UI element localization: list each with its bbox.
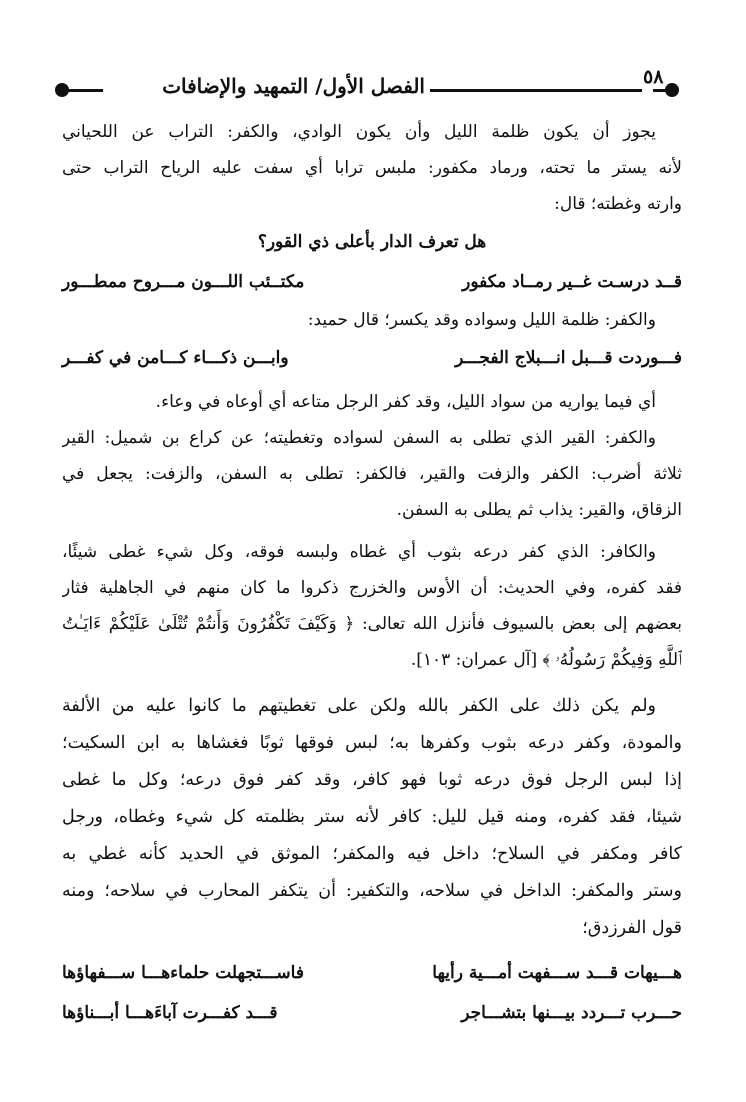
paragraph-5 [62,534,682,678]
text-line: الزقاق، والقير: يذاب ثم يطلى به السفن. [396,500,682,520]
quran-quote-line: ٱللَّهِ وَفِيكُمْ رَسُولُهُۥ ﴾ [آل عمران: ١٠٣]. [410,650,682,670]
text-line: شيئا، فقد كفره، ومنه قيل لليل: كافر لأنه ستر بظلمته كل شيء وغطاه، ورجل [62,807,682,827]
poem-verse-4 [62,993,682,1033]
verse-first-hemistich: فـــوردت قـــبل انـــبلاج الفجـــر [455,348,682,368]
text-line: إذا لبس الرجل فوق درعه ثوبا فهو كافر، وقد كفر فوق درعه؛ وكل ما غطى [62,770,682,790]
text-line: والكفر: القير الذي تطلى به السفن لسواده وتغطيته؛ عن كراع بن شميل: القير [62,428,656,448]
running-header [55,60,681,110]
poem-verse-2 [62,338,682,378]
chapter-title: الفصل الأول/ التمهيد والإضافات [162,74,425,98]
header-rule-left [67,89,103,92]
verse-second-hemistich: مكتــئب اللـــون مـــروح ممطـــور [62,272,305,292]
text-line: ثلاثة أضرب: الكفر والزفت والقير، فالكفر: تطلى به السفن، والزفت: يجعل في [62,464,682,484]
paragraph-1 [62,114,682,222]
paragraph-6 [62,688,682,947]
verse-second-hemistich: قـــد كفـــرت آباءَهـــا أبـــناؤها [62,1003,278,1023]
verse-second-hemistich: فاســـتجهلت حلماءهـــا ســـفهاؤها [62,963,304,983]
page-number: ٥٨ [643,66,664,88]
poem-verse-3 [62,953,682,993]
header-ornament-dot-right [665,83,679,97]
text-line: فقد كفره، وفي الحديث: أن الأوس والخزرج ذكروا ما كان منهم في الجاهلية فثار [62,578,682,598]
text-line: وارته وغطته؛ قال: [554,194,682,214]
text-line: لأنه يستر ما تحته، ورماد مكفور: ملبس ترابا أي سفت عليه الرياح التراب حتى [62,158,682,178]
poem-verse-1 [62,262,682,302]
text-line: وستر والمكفر: الداخل في سلاحه، والتكفير: أن يتكفر المحارب في سلاحه؛ ومنه [62,881,682,901]
verse-second-hemistich: وابـــن ذكـــاء كـــامن في كفـــر [62,348,289,368]
verse-first-hemistich: قــد درسـت غــير رمــاد مكفور [462,272,682,292]
verse-first-hemistich: هـــيهات قـــد ســـفهت أمـــية رأيها [432,963,682,983]
verse-first-hemistich: حـــرب تـــردد بيـــنها بتشـــاجر [461,1003,682,1023]
text-line: ولم يكن ذلك على الكفر بالله ولكن على تغطيتهم ما كانوا عليه من الألفة [62,696,656,716]
page-body [62,114,682,1033]
header-rule-middle [430,89,642,92]
quran-quote-line: بعضهم إلى بعض بالسيوف فأنزل الله تعالى: ﴿ وَكَيْفَ تَكْفُرُونَ وَأَنتُمْ تُتْلَىٰ عَلَيْكُمْ ءَايَـٰتُ [62,614,682,634]
paragraph-2: والكفر: ظلمة الليل وسواده وقد يكسر؛ قال حميد: [307,310,656,330]
text-line: يجوز أن يكون ظلمة الليل وأن يكون الوادي، والكفر: التراب عن اللحياني [62,122,656,142]
text-line: والمودة، وكفر درعه بثوب وكفرها به؛ لبس فوقها ثوبًا فغشاها به ابن السكيت؛ [62,733,682,753]
paragraph-3: أي فيما يواريه من سواد الليل، وقد كفر الرجل متاعه أي أوعاه في وعاء. [155,392,656,412]
paragraph-4 [62,420,682,528]
text-line: والكافر: الذي كفر درعه بثوب أي غطاه ولبسه فوقه، وكل شيء غطى شيئًا، [62,542,656,562]
text-line: قول الفرزدق؛ [582,918,682,938]
verse-heading: هل تعرف الدار بأعلى ذي القور؟ [257,232,487,252]
text-line: كافر ومكفر في السلاح؛ داخل فيه والمكفر؛ الموثق في الحديد كأنه غطي به [62,844,682,864]
